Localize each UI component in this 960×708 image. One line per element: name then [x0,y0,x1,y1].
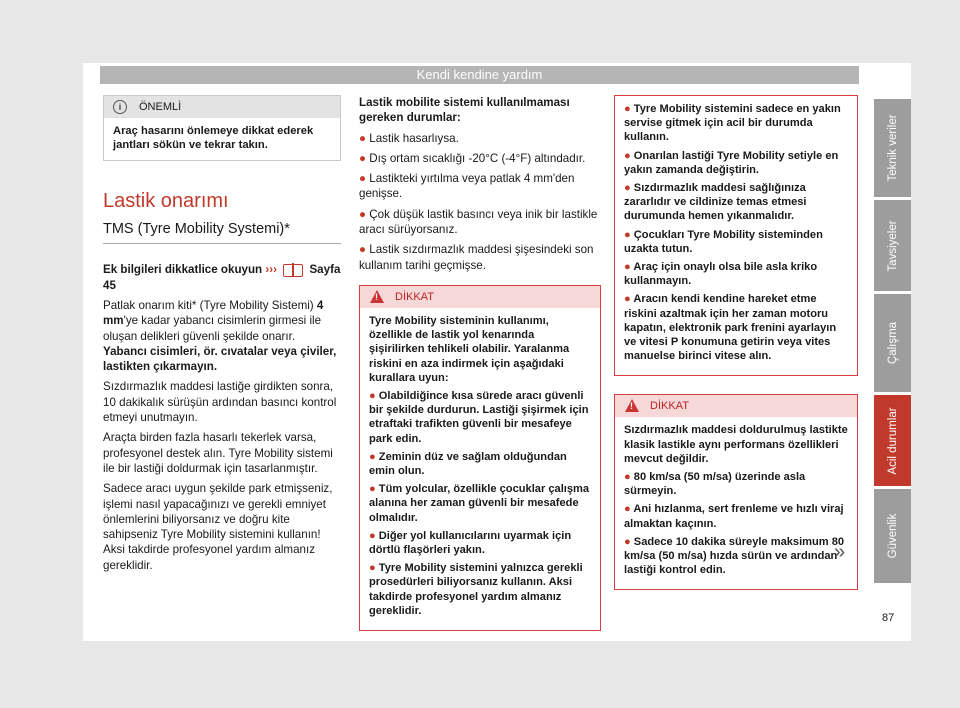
list-item-text: Lastikteki yırtılma veya patlak 4 mm'den genişse. [359,172,575,201]
list-item-text: Olabildiğince kısa sürede aracı güvenli bir şekilde durdurun. Lastiği şişirmek için etraftaki trafikten güvenli bir mesafeye park edin. [369,389,589,445]
bullet-icon: ● [369,389,376,402]
list-item [359,242,601,273]
tab-teknik-veriler[interactable] [874,99,911,197]
bullet-icon: ● [624,293,631,306]
kit-warning: Yabancı cisimleri, ör. cıvatalar veya çiviler, lastikten çıkarmayın. [103,344,337,374]
page-reference-link[interactable]: Sayfa 45 [103,263,341,292]
tab-label: Acil durumlar [886,406,899,475]
intro-lead: Ek bilgileri dikkatlice okuyun [103,263,263,277]
info-icon: i [113,100,127,114]
bullet-icon: ● [369,483,376,496]
paragraph-pressure: Sızdırmazlık maddesi lastiğe girdikten sonra, 10 dakikalık sürüşün ardından basıncı kontrol etmeyi unutmayın. [103,380,337,425]
list-item [369,482,592,525]
list-item [624,102,849,145]
list-item [359,151,601,166]
list-item [369,389,592,446]
bullet-icon: ● [359,172,367,186]
bullet-icon: ● [359,243,367,257]
tab-acil-durumlar[interactable] [874,395,911,486]
page-number: 87 [882,612,895,624]
list-item-text: Aracın kendi kendine hareket etme riskini azaltmak için her zaman motoru kapatın, elektronik park frenini ayarlayın ve vitesi P konumuna getirin veya vites manuelse birinci vitese alın. [624,293,837,363]
list-item-text: Tyre Mobility sistemini yalnızca gerekli prosedürleri biliyorsanız kullanın. Aksi takdirde profesyonel yardım almanız gereklidir. [369,562,583,617]
not-use-heading: Lastik mobilite sistemi kullanılmaması gereken durumlar: [359,96,570,125]
list-item-text: Diğer yol kullanıcılarını uyarmak için dörtlü flaşörleri yakın. [369,529,572,557]
warning-header [360,286,600,308]
important-note-label: ÖNEMLİ [139,101,182,113]
tab-tavsiyeler[interactable] [874,200,911,291]
warning-label: DİKKAT [395,290,434,303]
bullet-icon: ● [359,131,367,145]
page-header: Kendi kendine yardım [100,66,859,84]
warning-box-usage [359,285,601,631]
kit-text-rest: 'ye kadar yabancı cisimlerin girmesi ile oluşan delikleri güvenli şekilde onarır. [103,314,322,343]
bullet-icon: ● [624,261,631,274]
kit-text: Patlak onarım kiti* (Tyre Mobility Sistemi) [103,299,314,312]
list-item [624,535,849,578]
bullet-icon: ● [624,149,631,162]
paragraph-multiple: Araçta birden fazla hasarlı tekerlek varsa, profesyonel destek alın. Tyre Mobility sistemi ile bir lastiği doldurmak için tasarlanmıştır. [103,431,333,475]
important-note [103,95,341,161]
warning-intro: Tyre Mobility sisteminin kullanımı, özellikle de lastik yol kenarında şişirilirken tehlikeli olabilir. Yaralanma riskini en aza indirmek için aşağıdaki kurallara uyun: [369,314,570,384]
bullet-icon: ● [624,471,631,484]
warning-body [360,308,600,630]
bullet-icon: ● [624,228,631,241]
list-item [624,181,849,224]
list-item-text: Lastik sızdırmazlık maddesi şişesindeki son kullanım tarihi geçmişse. [359,243,594,272]
tab-label: Çalışma [886,321,899,365]
list-item [369,529,592,557]
paragraph-usage: Sadece aracı uygun şekilde park etmişseniz, işlemi nasıl yapacağınızı ve gerekli emniyet önlemlerini biliyorsanız ve doğru kite sahipseniz Tyre Mobility sistemini kullanın! Aksi takdirde profesyonel yardım almanız gereklidir. [103,482,333,572]
ref-arrows: ››› [265,263,277,277]
bullet-icon: ● [624,182,631,195]
list-item [624,470,849,498]
list-item-text: Sızdırmazlık maddesi sağlığınıza zararlıdır ve cildinize temas etmesi durumunda hemen yıkanmalıdır. [624,182,807,223]
warning-intro: Sızdırmazlık maddesi doldurulmuş lastikte klasik lastikle aynı performans özellikleri mevcut değildir. [624,424,848,465]
warning-icon [370,290,384,303]
list-item [359,171,601,202]
book-icon [283,264,303,277]
list-item [624,260,849,288]
list-item-text: Onarılan lastiği Tyre Mobility setiyle en yakın zamanda değiştirin. [624,149,839,176]
list-item [624,149,849,177]
warning-body [615,96,857,375]
warning-header [615,395,857,417]
list-item-text: Zeminin düz ve sağlam olduğundan emin olun. [369,450,567,477]
tab-label: Güvenlik [886,513,899,559]
warning-label: DİKKAT [650,400,689,413]
list-item-text: Araç için onaylı olsa bile asla kriko kullanmayın. [624,261,818,288]
intro-reference [103,262,341,293]
list-item [369,450,592,478]
list-item [624,292,849,363]
list-item-text: Çocukları Tyre Mobility sisteminden uzakta tutun. [624,228,823,255]
list-item [624,228,849,256]
list-item-text: Ani hızlanma, sert frenleme ve hızlı viraj almaktan kaçının. [624,503,844,530]
bullet-icon: ● [369,562,376,575]
bullet-icon: ● [624,535,631,548]
column-right [614,95,858,590]
list-item-text: Dış ortam sıcaklığı -20°C (-4°F) altındadır. [369,151,586,165]
list-item-text: Lastik hasarlıysa. [369,131,459,145]
tab-calisma[interactable] [874,294,911,392]
list-item [624,502,849,530]
section-subtitle: TMS (Tyre Mobility Systemi)* [103,219,341,244]
bullet-icon: ● [369,450,376,463]
warning-icon [625,399,639,412]
warning-body [615,417,857,589]
bullet-icon: ● [624,503,631,516]
list-item-text: Çok düşük lastik basıncı veya inik bir lastikle aracı sürüyorsanız. [359,207,598,237]
bullet-icon: ● [369,529,376,542]
paragraph-kit [103,298,341,374]
list-item [359,131,601,146]
tab-label: Teknik veriler [886,114,899,182]
warning-box-continued [614,95,858,376]
list-item-text: Sadece 10 dakika süreyle maksimum 80 km/sa (50 m/sa) hızda sürün ve ardından lastiği kontrol edin. [624,535,845,577]
bullet-icon: ● [359,151,367,165]
list-item-text: Tyre Mobility sistemini sadece en yakın servise gitmek için acil bir durumda kullanın. [624,103,841,144]
list-item [359,207,601,238]
tab-label: Tavsiyeler [886,219,899,272]
bullet-icon: ● [359,207,367,221]
column-left [103,95,341,578]
section-title: Lastik onarımı [103,190,229,213]
important-note-text: Araç hasarını önlemeye dikkat ederek jantları sökün ve tekrar takın. [113,125,314,152]
bullet-icon: ● [624,103,631,115]
list-item-text: Tüm yolcular, özellikle çocuklar çalışma alanına her zaman güvenli bir mesafede olmalıdır. [369,483,590,524]
list-item [369,561,592,618]
important-note-header [104,96,340,118]
kit-size: 4 mm [103,299,324,328]
warning-box-sealant [614,394,858,590]
continue-icon: » [834,541,846,563]
list-item-text: 80 km/sa (50 m/sa) üzerinde asla sürmeyin. [624,471,806,498]
column-middle [359,95,601,631]
tab-guvenlik[interactable] [874,489,911,583]
